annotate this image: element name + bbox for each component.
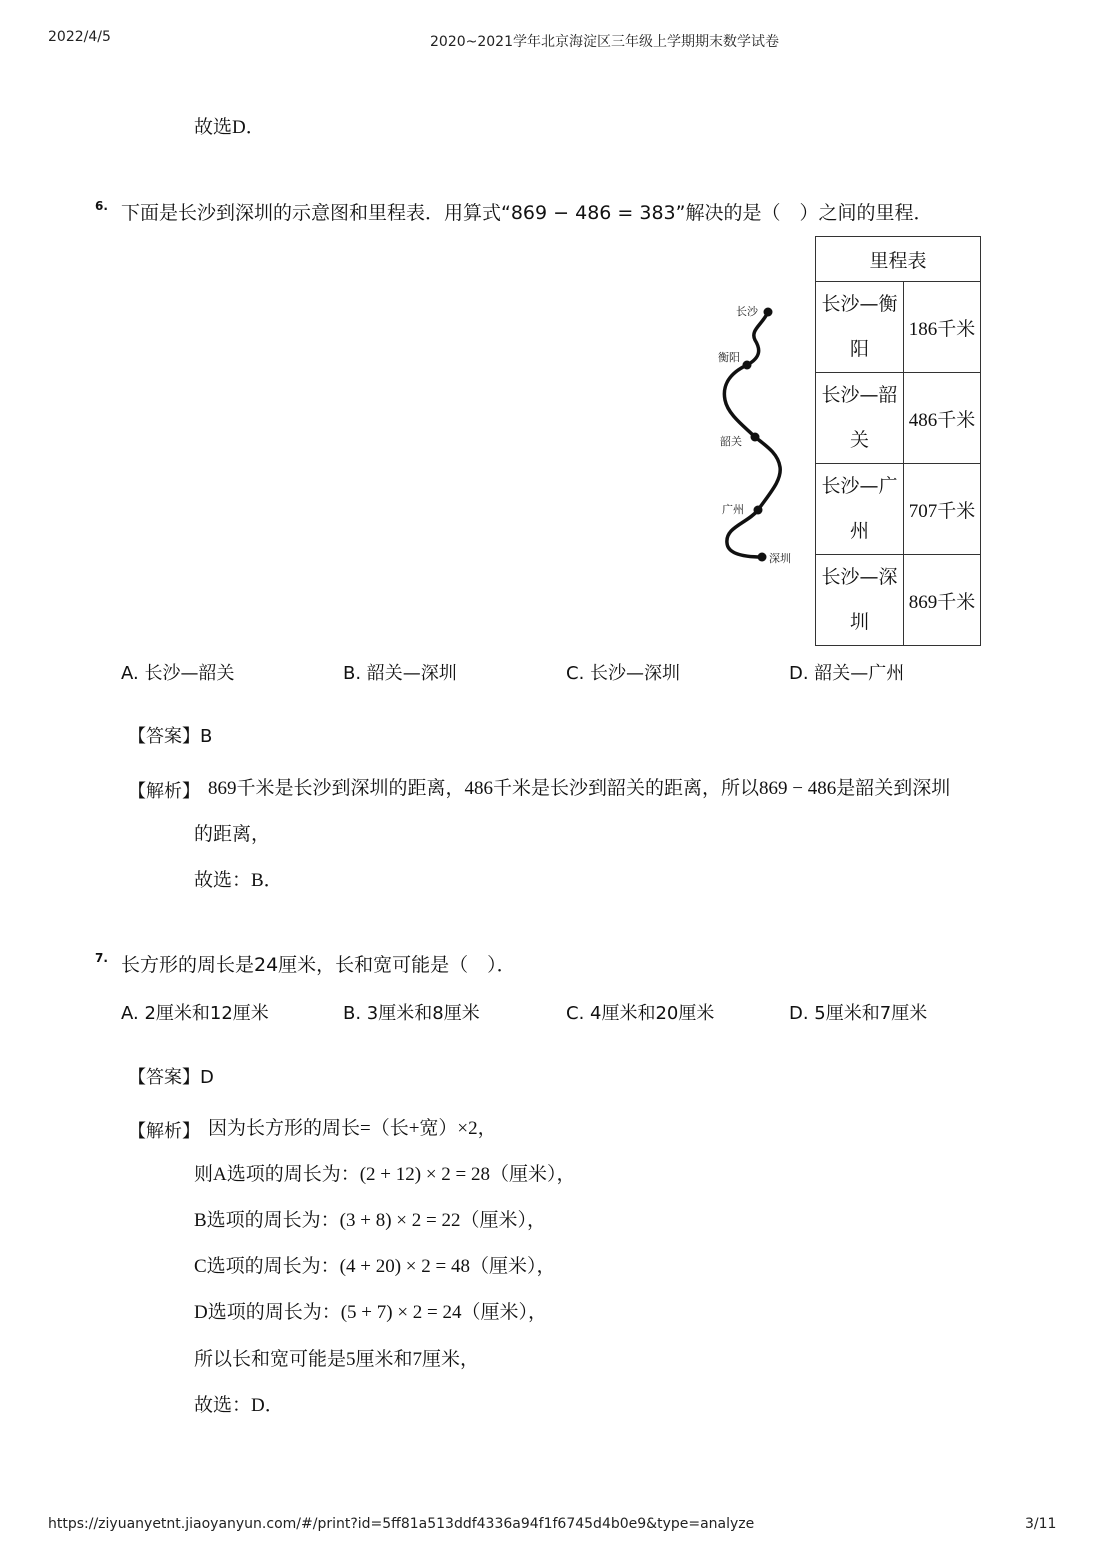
table-cell-place: 长沙—衡阳 bbox=[821, 293, 898, 360]
q7-option-a[interactable]: A. 2厘米和12厘米 bbox=[121, 1003, 269, 1024]
table-row bbox=[816, 555, 981, 646]
q7-answer bbox=[128, 1063, 214, 1089]
q6-answer bbox=[128, 722, 212, 748]
question-6-number: 6. bbox=[95, 199, 108, 213]
map-label-guangzhou: 广州 bbox=[722, 503, 744, 516]
table-row bbox=[816, 373, 981, 464]
document-title: 2020~2021学年北京海淀区三年级上学期期末数学试卷 bbox=[430, 34, 779, 50]
page-url: https://ziyuanyetnt.jiaoyanyun.com/#/print?id=5ff81a513ddf4336a94f1f6745d4b0e9&type=analyze bbox=[48, 1516, 755, 1532]
table-cell-place: 长沙—深圳 bbox=[821, 566, 898, 633]
q7-analysis-line-4: C选项的周长为：(4 + 20) × 2 = 48（厘米）， bbox=[194, 1256, 556, 1277]
question-7-stem: 长方形的周长是24厘米，长和宽可能是（ ）． bbox=[121, 954, 516, 976]
q7-analysis-line-2: 则A选项的周长为：(2 + 12) × 2 = 28（厘米）， bbox=[194, 1164, 576, 1185]
mileage-table-title: 里程表 bbox=[816, 237, 981, 282]
print-date: 2022/4/5 bbox=[48, 29, 111, 45]
q6-analysis-line-2: 的距离， bbox=[194, 824, 271, 845]
answer-value: B bbox=[200, 726, 213, 747]
q6-option-b[interactable]: B. 韶关—深圳 bbox=[343, 663, 457, 684]
map-label-hengyang: 衡阳 bbox=[718, 351, 740, 364]
q7-option-d[interactable]: D. 5厘米和7厘米 bbox=[789, 1003, 928, 1024]
table-cell-distance: 486千米 bbox=[904, 373, 981, 464]
q7-option-c[interactable]: C. 4厘米和20厘米 bbox=[566, 1003, 715, 1024]
answer-tag: 【答案】 bbox=[128, 1067, 200, 1088]
answer-value: D bbox=[200, 1067, 214, 1088]
table-cell-distance: 186千米 bbox=[904, 282, 981, 373]
shenzhen-dot bbox=[758, 553, 767, 562]
q6-option-a[interactable]: A. 长沙—韶关 bbox=[121, 663, 235, 684]
route-map bbox=[700, 295, 810, 575]
q6-option-c[interactable]: C. 长沙—深圳 bbox=[566, 663, 681, 684]
map-label-shaoguan: 韶关 bbox=[720, 435, 742, 448]
question-6-stem: 下面是长沙到深圳的示意图和里程表．用算式“869 − 486 = 383”解决的是（ ）之间的里程． bbox=[121, 202, 933, 224]
guangzhou-dot bbox=[754, 506, 763, 515]
q6-analysis-line-3: 故选：B． bbox=[194, 870, 283, 891]
q6-option-d[interactable]: D. 韶关—广州 bbox=[789, 663, 905, 684]
q7-option-b[interactable]: B. 3厘米和8厘米 bbox=[343, 1003, 480, 1024]
question-7-number: 7. bbox=[95, 951, 108, 965]
answer-tag: 【答案】 bbox=[128, 726, 200, 747]
previous-conclusion: 故选D． bbox=[194, 117, 265, 138]
q7-analysis-line-5: D选项的周长为：(5 + 7) × 2 = 24（厘米）， bbox=[194, 1302, 548, 1323]
q7-analysis-tag: 【解析】 bbox=[128, 1121, 200, 1142]
shaoguan-dot bbox=[751, 433, 760, 442]
map-label-changsha: 长沙 bbox=[736, 305, 758, 318]
map-label-shenzhen: 深圳 bbox=[769, 552, 791, 565]
table-cell-place: 长沙—韶关 bbox=[821, 384, 898, 451]
q7-analysis-line-7: 故选：D． bbox=[194, 1395, 284, 1416]
table-cell-distance: 707千米 bbox=[904, 464, 981, 555]
table-row bbox=[816, 282, 981, 373]
hengyang-dot bbox=[743, 361, 752, 370]
q6-analysis-line-1: 869千米是长沙到深圳的距离，486千米是长沙到韶关的距离，所以869 − 486是韶关到深圳 bbox=[208, 778, 951, 799]
page-number: 3/11 bbox=[1025, 1516, 1057, 1532]
changsha-dot bbox=[764, 308, 773, 317]
mileage-table bbox=[815, 236, 981, 646]
q7-analysis-line-3: B选项的周长为：(3 + 8) × 2 = 22（厘米）， bbox=[194, 1210, 546, 1231]
q7-analysis-line-6: 所以长和宽可能是5厘米和7厘米， bbox=[194, 1349, 480, 1370]
table-row bbox=[816, 464, 981, 555]
q7-analysis-line-1: 因为长方形的周长=（长+宽）×2， bbox=[208, 1118, 497, 1139]
q6-analysis-tag: 【解析】 bbox=[128, 781, 200, 802]
table-cell-place: 长沙—广州 bbox=[821, 475, 898, 542]
table-cell-distance: 869千米 bbox=[904, 555, 981, 646]
